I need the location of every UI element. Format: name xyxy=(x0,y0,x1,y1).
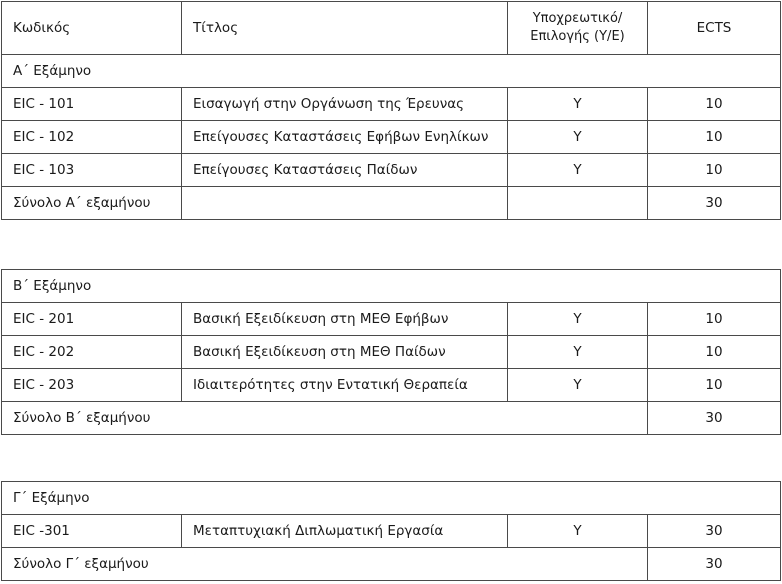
course-ects: 30 xyxy=(648,515,781,548)
header-type-text: Υποχρεωτικό/ Επιλογής (Υ/Ε) xyxy=(530,11,625,44)
course-code: EIC -301 xyxy=(2,515,182,548)
table-row xyxy=(2,369,781,402)
total-ects: 30 xyxy=(648,187,781,220)
total-label: Σύνολο Α΄ εξαμήνου xyxy=(2,187,182,220)
empty-cell xyxy=(182,187,508,220)
table-row xyxy=(2,121,781,154)
course-ects: 10 xyxy=(648,303,781,336)
course-ects: 10 xyxy=(648,369,781,402)
course-title: Επείγουσες Καταστάσεις Παίδων xyxy=(182,154,508,187)
total-ects: 30 xyxy=(648,402,781,435)
semester-row xyxy=(2,270,781,303)
semester-name: Γ΄ Εξάμηνο xyxy=(2,482,781,515)
course-code: EIC - 201 xyxy=(2,303,182,336)
table-row xyxy=(2,336,781,369)
total-label: Σύνολο Β΄ εξαμήνου xyxy=(2,402,648,435)
course-title: Βασική Εξειδίκευση στη ΜΕΘ Παίδων xyxy=(182,336,508,369)
semester-row xyxy=(2,482,781,515)
course-ects: 10 xyxy=(648,121,781,154)
course-code: EIC - 202 xyxy=(2,336,182,369)
semester-b-table xyxy=(1,269,781,435)
course-type: Υ xyxy=(508,515,648,548)
header-ects: ECTS xyxy=(648,2,781,55)
course-title: Μεταπτυχιακή Διπλωματική Εργασία xyxy=(182,515,508,548)
semester-name: Β΄ Εξάμηνο xyxy=(2,270,781,303)
header-title: Τίτλος xyxy=(182,2,508,55)
course-type: Υ xyxy=(508,121,648,154)
course-title: Εισαγωγή στην Οργάνωση της Έρευνας xyxy=(182,88,508,121)
table-row xyxy=(2,88,781,121)
course-title: Ιδιαιτερότητες στην Εντατική Θεραπεία xyxy=(182,369,508,402)
course-ects: 10 xyxy=(648,88,781,121)
course-ects: 10 xyxy=(648,154,781,187)
header-code: Κωδικός xyxy=(2,2,182,55)
total-row xyxy=(2,187,781,220)
course-code: EIC - 203 xyxy=(2,369,182,402)
course-ects: 10 xyxy=(648,336,781,369)
semester-row xyxy=(2,55,781,88)
semester-c-table xyxy=(1,481,781,581)
semester-name: Α΄ Εξάμηνο xyxy=(2,55,781,88)
course-title: Βασική Εξειδίκευση στη ΜΕΘ Εφήβων xyxy=(182,303,508,336)
table-row xyxy=(2,515,781,548)
semester-a-table xyxy=(1,1,781,220)
table-row xyxy=(2,154,781,187)
course-type: Υ xyxy=(508,154,648,187)
course-type: Υ xyxy=(508,88,648,121)
course-code: EIC - 101 xyxy=(2,88,182,121)
total-row xyxy=(2,402,781,435)
total-label: Σύνολο Γ΄ εξαμήνου xyxy=(2,548,648,581)
table-header-row xyxy=(2,2,781,55)
course-code: EIC - 103 xyxy=(2,154,182,187)
header-type xyxy=(508,2,648,55)
total-row xyxy=(2,548,781,581)
course-code: EIC - 102 xyxy=(2,121,182,154)
course-type: Υ xyxy=(508,336,648,369)
course-type: Υ xyxy=(508,369,648,402)
course-type: Υ xyxy=(508,303,648,336)
total-ects: 30 xyxy=(648,548,781,581)
course-title: Επείγουσες Καταστάσεις Εφήβων Ενηλίκων xyxy=(182,121,508,154)
empty-cell xyxy=(508,187,648,220)
table-row xyxy=(2,303,781,336)
